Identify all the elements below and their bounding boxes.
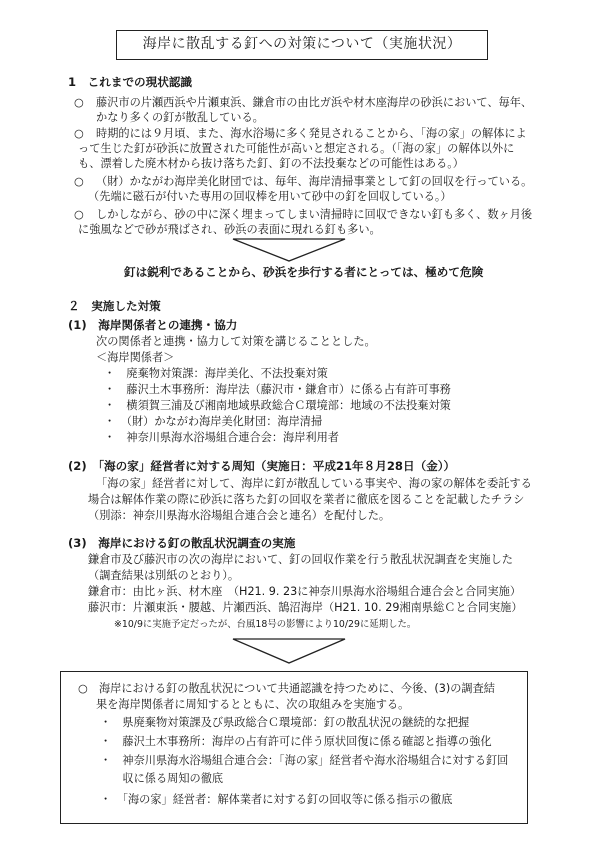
s1-item2-line1: 時期的には９月頃、また、海水浴場に多く発見されることから、「海の家」の解体によ xyxy=(96,127,527,140)
s1-item1-line1: 藤沢市の片瀬西浜や片瀬東浜、鎌倉市の由比ガ浜や材木座海岸の砂浜において、毎年、 xyxy=(96,96,533,109)
sub2-line3: （別添：神奈川県海水浴場組合連合会と連名）を配付した。 xyxy=(88,509,391,522)
section2-heading: ２ 実施した対策 xyxy=(68,299,161,313)
box-bullet-1: ・ 県廃棄物対策課及び県政総合Ｃ環境部：釘の散乱状況の継続的な把握 xyxy=(100,716,470,729)
box-bullet-3-line2: 収に係る周知の徹底 xyxy=(100,772,224,785)
sub1-group-label: ＜海岸関係者＞ xyxy=(96,351,175,364)
s1-item4-line1: しかしながら、砂の中に深く埋まってしまい清掃時に回収できない釘も多く、数ヶ月後 xyxy=(96,208,533,221)
section1-conclusion: 釘は鋭利であることから、砂浜を歩行する者にとっては、極めて危険 xyxy=(124,265,484,279)
box-bullet-4: ・ 「海の家」経営者：解体業者に対する釘の回収等に係る指示の徹底 xyxy=(100,793,453,806)
s1-item3-line1: （財）かながわ海岸美化財団では、毎年、海岸清掃事業として釘の回収を行っている。 xyxy=(96,175,533,188)
s1-item2-mark: ○ xyxy=(74,127,84,140)
sub1-intro: 次の関係者と連携・協力して対策を講じることとした。 xyxy=(96,335,376,348)
box-line2: 果を海岸関係者に周知するとともに、次の取組みを実施する。 xyxy=(96,698,410,711)
s1-item4-mark: ○ xyxy=(74,208,84,221)
sub1-bullet-4: ・ （財）かながわ海岸美化財団：海岸清掃 xyxy=(104,415,323,428)
sub3-row-kamakura: 鎌倉市：由比ヶ浜、材木座 （H21. 9. 23に神奈川県海水浴場組合連合会と合同実施） xyxy=(88,585,522,598)
s1-item2-line3: も、漂着した廃木材から抜け落ちた釘、釘の不法投棄などの可能性はある。） xyxy=(78,157,464,170)
sub1-bullet-2: ・ 藤沢土木事務所：海岸法（藤沢市・鎌倉市）に係る占有許可事務 xyxy=(104,383,451,396)
s1-item2-line2: って生じた釘が砂浜に放置された可能性が高いと想定される。（「海の家」の解体以外に xyxy=(78,142,515,155)
sub2-line2: 場合は解体作業の際に砂浜に落ちた釘の回収を業者に徹底を図ることを記載したチラシ xyxy=(88,493,525,506)
s1-item1-line2: かなり多くの釘が散乱している。 xyxy=(96,111,264,124)
sub3-heading: (3) 海岸における釘の散乱状況調査の実施 xyxy=(68,536,296,550)
sub3-row-fujisawa: 藤沢市：片瀬東浜・腰越、片瀬西浜、鵠沼海岸（H21. 10. 29湘南県総Ｃと合同実施） xyxy=(88,601,523,614)
section1-heading: 1 これまでの現状認識 xyxy=(68,75,193,89)
sub1-bullet-5: ・ 神奈川県海水浴場組合連合会：海岸利用者 xyxy=(104,431,339,444)
sub3-line2: （調査結果は別紙のとおり）。 xyxy=(88,569,240,582)
down-arrow-icon xyxy=(232,638,346,664)
s1-item1-mark: ○ xyxy=(74,96,84,109)
s1-item3-mark: ○ xyxy=(74,175,84,188)
sub2-heading: (2) 「海の家」経営者に対する周知（実施日：平成21年８月28日（金）） xyxy=(68,459,456,473)
sub1-heading: (1) 海岸関係者との連携・協力 xyxy=(68,318,238,332)
sub2-line1: 「海の家」経営者に対して、海岸に釘が散乱している事実や、海の家の解体を委託する xyxy=(96,477,532,490)
box-bullet-3-line1: ・ 神奈川県海水浴場組合連合会：「海の家」経営者や海水浴場組合に対する釘回 xyxy=(100,754,509,767)
sub3-line1: 鎌倉市及び藤沢市の次の海岸において、釘の回収作業を行う散乱状況調査を実施した xyxy=(88,553,513,566)
down-arrow-icon xyxy=(232,238,346,262)
sub1-bullet-3: ・ 横須賀三浦及び湘南地域県政総合Ｃ環境部：地域の不法投棄対策 xyxy=(104,399,451,412)
s1-item4-line2: に強風などで砂が飛ばされ、砂浜の表面に現れる釘も多い。 xyxy=(78,223,381,236)
box-bullet-2: ・ 藤沢土木事務所：海岸の占有許可に伴う原状回復に係る確認と指導の強化 xyxy=(100,735,492,748)
sub3-note: ※10/9に実施予定だったが、台風18号の影響により10/29に延期した。 xyxy=(114,619,417,630)
s1-item3-line2: （先端に磁石が付いた専用の回収棒を用いて砂中の釘を回収している。） xyxy=(88,190,452,203)
box-line1: ○ 海岸における釘の散乱状況について共通認識を持つために、今後、(3)の調査結 xyxy=(78,682,495,695)
document-title: 海岸に散乱する釘への対策について（実施状況） xyxy=(116,30,488,60)
sub1-bullet-1: ・ 廃棄物対策課：海岸美化、不法投棄対策 xyxy=(104,367,328,380)
